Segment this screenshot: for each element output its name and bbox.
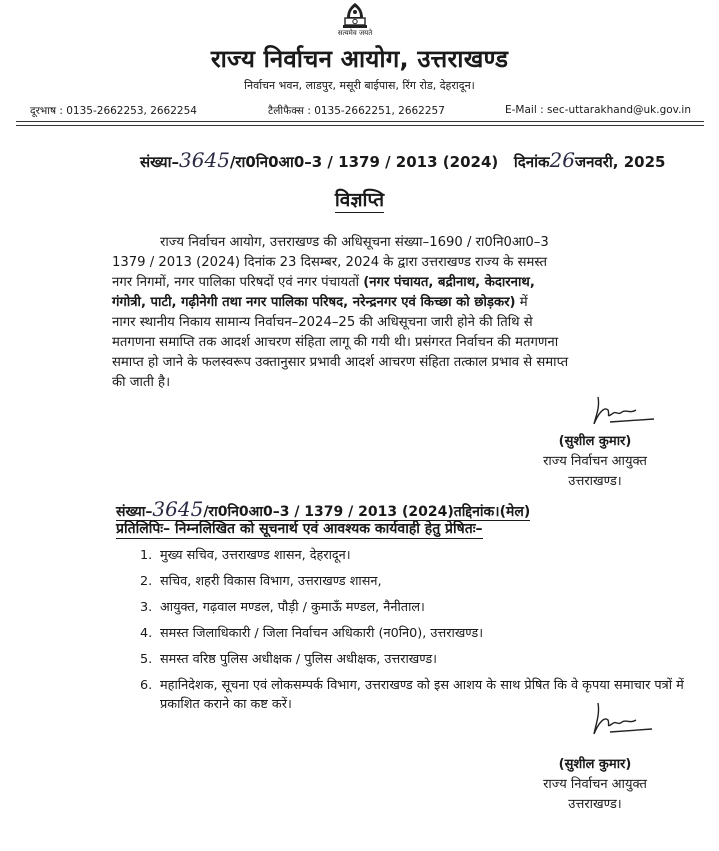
signatory-state: उत्तराखण्ड। (568, 474, 622, 489)
notice-body (112, 233, 698, 393)
phone-numbers: दूरभाष : 0135-2662253, 2662254 (30, 105, 197, 117)
list-item: 5. समस्त वरिष्ठ पुलिस अधीक्षक / पुलिस अधीक्षक, उत्तराखण्ड। (140, 652, 438, 667)
body-line: मतगणना समाप्ति तक आदर्श आचरण संहिता लागू की गयी थी। प्रसंगरत निर्वाचन की मतगणना (112, 335, 559, 350)
signatory-name: (सुशील कुमार) (558, 757, 632, 772)
organization-title: राज्य निर्वाचन आयोग, उत्तराखण्ड (210, 45, 509, 73)
signatory-block (490, 432, 700, 492)
fax-numbers: टैलीफैक्स : 0135-2662251, 2662257 (268, 105, 445, 117)
signatory-name: (सुशील कुमार) (558, 434, 632, 449)
reference-line (140, 148, 665, 172)
body-line: नगर निगमों, नगर पालिका परिषदों एवं नगर पंचायतों (नगर पंचायत, बद्रीनाथ, केदारनाथ, (112, 275, 535, 290)
signature-mark (588, 700, 658, 740)
signatory-state: उत्तराखण्ड। (568, 797, 622, 812)
copy-code: /रा0नि0आ0–3 / 1379 / 2013 (2024)तद्दिनांक।(मेल) (203, 504, 531, 520)
email-address: E-Mail : sec-uttarakhand@uk.gov.in (505, 104, 691, 116)
signatory-block-copy (490, 755, 700, 815)
list-item: 3. आयुक्त, गढ़वाल मण्डल, पौड़ी / कुमाऊँ मण्डल, नैनीताल। (140, 600, 425, 615)
copy-prefix: संख्या– (116, 504, 153, 520)
body-line: राज्य निर्वाचन आयोग, उत्तराखण्ड की अधिसूचना संख्या–1690 / रा0नि0आ0–3 (160, 235, 549, 250)
body-line: गंगोत्री, पाटी, गढ़ीनेगी तथा नगर पालिका परिषद, नरेन्द्रनगर एवं किच्छा को छोड़कर) में (112, 295, 528, 310)
list-item: 4. समस्त जिलाधिकारी / जिला निर्वाचन अधिकारी (न0नि0), उत्तराखण्ड। (140, 626, 484, 641)
emblem-motto: सत्यमेव जयते (337, 29, 373, 37)
list-item: 2. सचिव, शहरी विकास विभाग, उत्तराखण्ड शासन, (140, 574, 382, 589)
notice-title: विज्ञप्ति (334, 189, 385, 211)
signatory-designation: राज्य निर्वाचन आयुक्त (543, 454, 647, 469)
distribution-list (140, 546, 700, 721)
signature-mark (590, 392, 660, 432)
copy-reference-line (116, 497, 530, 521)
reference-code: /रा0नि0आ0–3 / 1379 / 2013 (2024) (229, 153, 499, 171)
body-line: नागर स्थानीय निकाय सामान्य निर्वाचन–2024–25 की अधिसूचना जारी होने की तिथि से (112, 315, 533, 330)
date-suffix: जनवरी, 2025 (574, 153, 666, 171)
date-day-handwritten: 26 (549, 148, 575, 172)
state-emblem (333, 0, 377, 30)
body-line: 1379 / 2013 (2024) दिनांक 23 दिसम्बर, 2024 के द्वारा उत्तराखण्ड राज्य के समस्त (112, 255, 548, 270)
list-item: 1. मुख्य सचिव, उत्तराखण्ड शासन, देहरादून। (140, 548, 351, 563)
header-rule (16, 121, 704, 122)
reference-number-handwritten: 3645 (179, 148, 230, 172)
header-rule-second (16, 125, 704, 126)
list-item: 6. महानिदेशक, सूचना एवं लोकसम्पर्क विभाग, उत्तराखण्ड को इस आशय के साथ प्रेषित कि वे कृपया समाचार पत्रों में प्रकाशित कराने का कष्ट करें। (140, 678, 684, 712)
body-line: समाप्त हो जाने के फलस्वरूप उक्तानुसार प्रभावी आदर्श आचरण संहिता तत्काल प्रभाव से समाप्त (112, 355, 569, 370)
organization-address: निर्वाचन भवन, लाडपुर, मसूरी बाईपास, रिंग रोड, देहरादून। (244, 79, 475, 92)
body-line: की जाती है। (112, 375, 171, 390)
date-prefix: दिनांक (513, 153, 550, 171)
copy-number-handwritten: 3645 (152, 497, 204, 521)
copy-intro: प्रतिलिपिः– निम्नलिखित को सूचनार्थ एवं आवश्यक कार्यवाही हेतु प्रेषितः– (116, 521, 483, 537)
signatory-designation: राज्य निर्वाचन आयुक्त (543, 777, 647, 792)
reference-prefix: संख्या– (140, 153, 180, 171)
